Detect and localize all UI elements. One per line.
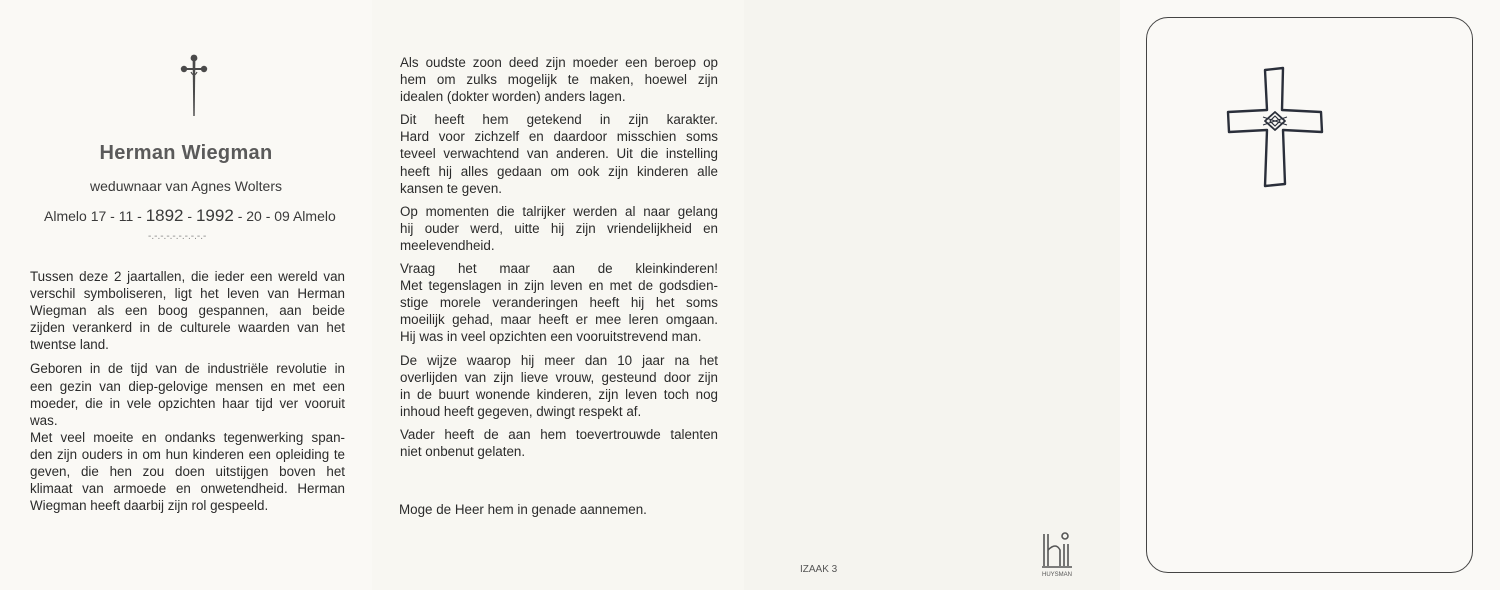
paragraph	[400, 111, 718, 196]
text-line: Wiegman heeft daarbij zijn rol gespeeld.	[30, 498, 269, 514]
cover-panel	[1120, 0, 1500, 590]
life-dates	[44, 206, 336, 226]
text-line: Vader heeft de aan hem toevertrouwde talenten	[400, 426, 718, 442]
text-line: idealen (dokter worden) anders lagen.	[400, 89, 626, 105]
text-line: hij ouder werd, uitte hij zijn vriendelijkheid en	[400, 220, 718, 236]
printer-logo-icon	[1038, 530, 1078, 580]
middle-panel	[372, 0, 744, 590]
biography-text-right	[400, 54, 718, 466]
text-line: een gezin van diep-gelovige mensen en met een	[30, 378, 345, 394]
biography-text-left	[30, 268, 345, 521]
closing-prayer: Moge de Heer hem in genade aannemen.	[399, 502, 647, 517]
text-line: moeder, die in vele opzichten haar tijd ver vooruit	[30, 395, 345, 411]
text-line: Geboren in de tijd van de industriële revolutie in	[30, 361, 345, 377]
text-line: inhoud heeft gegeven, dwingt respekt af.	[400, 403, 642, 419]
text-line: stige morele veranderingen heeft hij het soms	[400, 295, 718, 311]
text-line: niet onbenut gelaten.	[400, 443, 526, 459]
text-line: geven, die hen zou doen uitstijgen boven het	[30, 464, 345, 480]
deceased-name: Herman Wiegman	[99, 142, 273, 164]
reference-code: IZAAK 3	[800, 564, 838, 575]
text-line: Dit heeft hem getekend in zijn karakter.	[400, 112, 718, 128]
text-line: twentse land.	[30, 337, 109, 353]
text-line: in de buurt wonende kinderen, zijn leven toch nog	[400, 386, 718, 402]
text-line: De wijze waarop hij meer dan 10 jaar na het	[400, 352, 718, 368]
paragraph	[30, 360, 345, 514]
paragraph	[400, 426, 718, 460]
widower-line: weduwnaar van Agnes Wolters	[90, 178, 282, 194]
dates-separator: -	[187, 208, 193, 224]
text-line: Als oudste zoon deed zijn moeder een beroep op	[400, 55, 718, 70]
ornament-divider: -.-.-.-.-.-.-.-.-.-	[148, 231, 207, 242]
text-line: Op momenten die talrijker werden al naar gelang	[400, 203, 718, 219]
text-line: teveel verwachtend van anderen. Uit die instelling	[400, 146, 718, 162]
text-line: Hard voor zichzelf en daardoor misschien soms	[400, 129, 718, 145]
paragraph	[30, 268, 345, 353]
text-line: meelevendheid.	[400, 237, 495, 253]
inner-right-panel	[744, 0, 1120, 590]
text-line: klimaat van armoede en onwetendheid. Herman	[30, 481, 345, 497]
printer-logo-text: HUYSMAN	[1041, 572, 1073, 578]
text-line: Wiegman als een boog gespannen, aan beide	[30, 303, 345, 319]
cross-icon	[179, 52, 209, 118]
text-line: was.	[30, 412, 58, 428]
death-place: Almelo	[292, 208, 336, 224]
text-line: overlijden van zijn lieve vrouw, gesteund door zijn	[400, 369, 718, 385]
paragraph	[400, 54, 718, 105]
text-line: Hij was in veel opzichten een vooruitstrevend man.	[400, 329, 702, 345]
text-line: Vraag het maar aan de kleinkinderen!	[400, 261, 718, 277]
death-day-month: - 20 - 09	[237, 208, 290, 224]
left-panel	[0, 0, 372, 590]
paragraph	[400, 260, 718, 345]
text-line: moeilijk gehad, maar heeft er mee leren omgaan.	[400, 312, 718, 328]
cover-frame	[1146, 17, 1473, 573]
death-year: 1992	[195, 206, 234, 225]
text-line: Tussen deze 2 jaartallen, die ieder een wereld van	[30, 269, 345, 284]
text-line: verschil symboliseren, ligt het leven van Herman	[30, 286, 345, 302]
text-line: zijden verankerd in de culturele waarden van het	[30, 320, 345, 336]
text-line: kansen te geven.	[400, 180, 502, 196]
paragraph	[400, 203, 718, 254]
birth-year: 1892	[145, 206, 184, 225]
text-line: hem om zulks mogelijk te maken, hoewel zijn	[400, 72, 718, 88]
text-line: Met veel moeite en ondanks tegenwerking span-	[30, 429, 345, 445]
text-line: Met tegenslagen in zijn leven en met de godsdien-	[400, 278, 718, 294]
large-cross-icon	[1225, 66, 1325, 192]
text-line: heeft hij alles gedaan om ook zijn kinderen alle	[400, 163, 718, 179]
birth-day-month: 17 - 11 -	[90, 208, 142, 224]
birth-place: Almelo	[44, 208, 87, 224]
text-line: den zijn ouders in om hun kinderen een opleiding te	[30, 446, 345, 462]
paragraph	[400, 352, 718, 420]
